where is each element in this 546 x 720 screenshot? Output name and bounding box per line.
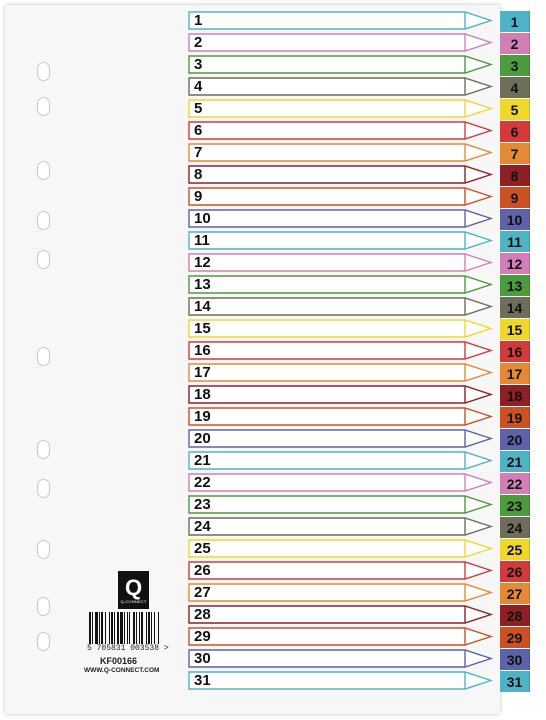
divider-label: 5 [194, 100, 203, 117]
side-tab[interactable]: 22 [500, 473, 530, 494]
divider-label: 13 [194, 276, 211, 293]
divider-row [188, 561, 492, 580]
punch-hole [37, 97, 50, 116]
divider-row [188, 55, 492, 74]
side-tab[interactable]: 9 [500, 187, 530, 208]
side-tab[interactable]: 11 [500, 231, 530, 252]
divider-label: 6 [194, 122, 203, 139]
divider-label: 25 [194, 540, 211, 557]
side-tab[interactable]: 21 [500, 451, 530, 472]
side-tab[interactable]: 7 [500, 143, 530, 164]
divider-row [188, 143, 492, 162]
divider-row [188, 231, 492, 250]
punch-hole [37, 597, 50, 616]
side-tab[interactable]: 5 [500, 99, 530, 120]
divider-row [188, 605, 492, 624]
side-tab[interactable]: 1 [500, 11, 530, 32]
divider-arrow-outline [188, 99, 492, 118]
barcode [87, 612, 182, 644]
divider-label: 27 [194, 584, 211, 601]
barcode-bar [89, 612, 91, 644]
barcode-digits: 5 705831 003538 > [87, 644, 169, 653]
divider-arrow-outline [188, 55, 492, 74]
side-tab[interactable]: 12 [500, 253, 530, 274]
divider-label: 24 [194, 518, 211, 535]
divider-row [188, 121, 492, 140]
divider-row [188, 451, 492, 470]
side-tab[interactable]: 19 [500, 407, 530, 428]
divider-arrow-outline [188, 209, 492, 228]
barcode-bar [117, 612, 119, 644]
divider-arrow-outline [188, 363, 492, 382]
product-code: KF00166 [100, 656, 138, 666]
divider-row [188, 429, 492, 448]
barcode-bar [120, 612, 123, 644]
barcode-bar [158, 612, 159, 644]
punch-hole [37, 62, 50, 81]
side-tab[interactable]: 2 [500, 33, 530, 54]
barcode-bar [151, 612, 152, 644]
divider-label: 14 [194, 298, 211, 315]
side-tab[interactable]: 3 [500, 55, 530, 76]
side-tab[interactable]: 4 [500, 77, 530, 98]
barcode-bar [139, 612, 140, 644]
side-tab[interactable]: 16 [500, 341, 530, 362]
divider-arrow-outline [188, 11, 492, 30]
divider-row [188, 77, 492, 96]
divider-row [188, 495, 492, 514]
divider-label: 2 [194, 34, 203, 51]
tab-strip [500, 5, 530, 714]
barcode-bar [105, 612, 106, 644]
divider-arrow-outline [188, 671, 492, 690]
divider-row [188, 33, 492, 52]
barcode-bar [92, 612, 93, 644]
barcode-bar [109, 612, 110, 644]
punch-hole [37, 540, 50, 559]
barcode-bar [129, 612, 130, 644]
divider-arrow-outline [188, 627, 492, 646]
divider-arrow-outline [188, 583, 492, 602]
side-tab[interactable]: 8 [500, 165, 530, 186]
side-tab[interactable]: 26 [500, 561, 530, 582]
divider-arrow-outline [188, 539, 492, 558]
barcode-bar [111, 612, 113, 644]
divider-arrow-outline [188, 319, 492, 338]
divider-label: 8 [194, 166, 203, 183]
divider-arrow-outline [188, 297, 492, 316]
logo-text: Q-CONNECT [120, 598, 147, 604]
divider-row [188, 319, 492, 338]
punch-hole [37, 161, 50, 180]
barcode-bar [133, 612, 135, 644]
divider-row [188, 407, 492, 426]
side-tab[interactable]: 15 [500, 319, 530, 340]
side-tab[interactable]: 25 [500, 539, 530, 560]
barcode-bar [127, 612, 128, 644]
divider-row [188, 627, 492, 646]
barcode-bar [114, 612, 115, 644]
side-tab[interactable]: 18 [500, 385, 530, 406]
divider-label: 21 [194, 452, 211, 469]
divider-row [188, 275, 492, 294]
divider-row [188, 583, 492, 602]
divider-arrow-outline [188, 385, 492, 404]
side-tab[interactable]: 29 [500, 627, 530, 648]
divider-row [188, 539, 492, 558]
divider-arrow-outline [188, 407, 492, 426]
divider-row [188, 11, 492, 30]
side-tab[interactable]: 13 [500, 275, 530, 296]
divider-label: 15 [194, 320, 211, 337]
punch-hole [37, 440, 50, 459]
divider-arrow-outline [188, 275, 492, 294]
divider-arrow-outline [188, 561, 492, 580]
divider-label: 4 [194, 78, 203, 95]
barcode-bar [124, 612, 125, 644]
divider-label: 1 [194, 12, 203, 29]
divider-row [188, 341, 492, 360]
divider-arrow-outline [188, 143, 492, 162]
divider-arrow-outline [188, 341, 492, 360]
punch-hole [37, 632, 50, 651]
divider-label: 23 [194, 496, 211, 513]
divider-label: 7 [194, 144, 203, 161]
divider-row [188, 165, 492, 184]
barcode-bar [101, 612, 103, 644]
divider-row [188, 517, 492, 536]
side-tab[interactable]: 6 [500, 121, 530, 142]
divider-arrow-outline [188, 451, 492, 470]
side-tab[interactable]: 27 [500, 583, 530, 604]
divider-arrow-outline [188, 253, 492, 272]
index-sheet [5, 5, 500, 714]
barcode-bar [141, 612, 143, 644]
divider-label: 10 [194, 210, 211, 227]
logo-letter: Q [124, 574, 143, 600]
divider-arrow-outline [188, 605, 492, 624]
divider-label: 22 [194, 474, 211, 491]
divider-label: 19 [194, 408, 211, 425]
barcode-bar [99, 612, 100, 644]
punch-hole [37, 479, 50, 498]
divider-row [188, 253, 492, 272]
website-url: WWW.Q-CONNECT.COM [84, 667, 160, 674]
divider-label: 9 [194, 188, 203, 205]
barcode-bar [154, 612, 155, 644]
divider-label: 18 [194, 386, 211, 403]
divider-row [188, 385, 492, 404]
punch-hole [37, 211, 50, 230]
divider-label: 17 [194, 364, 211, 381]
divider-label: 12 [194, 254, 211, 271]
divider-arrow-outline [188, 517, 492, 536]
divider-row [188, 209, 492, 228]
side-tab[interactable]: 20 [500, 429, 530, 450]
divider-label: 16 [194, 342, 211, 359]
barcode-bar [95, 612, 98, 644]
side-tab[interactable]: 31 [500, 671, 530, 692]
divider-arrow-outline [188, 473, 492, 492]
punch-hole [37, 250, 50, 269]
divider-label: 26 [194, 562, 211, 579]
divider-row [188, 363, 492, 382]
divider-arrow-outline [188, 187, 492, 206]
divider-label: 28 [194, 606, 211, 623]
divider-arrow-outline [188, 77, 492, 96]
divider-row [188, 473, 492, 492]
divider-label: 3 [194, 56, 203, 73]
divider-arrow-outline [188, 495, 492, 514]
barcode-bar [146, 612, 147, 644]
divider-row [188, 671, 492, 690]
divider-arrow-outline [188, 33, 492, 52]
barcode-bar [136, 612, 137, 644]
side-tab[interactable]: 24 [500, 517, 530, 538]
divider-label: 31 [194, 672, 211, 689]
barcode-bar [148, 612, 150, 644]
divider-arrow-outline [188, 231, 492, 250]
divider-arrow-outline [188, 429, 492, 448]
side-tab[interactable]: 28 [500, 605, 530, 626]
divider-label: 29 [194, 628, 211, 645]
divider-arrow-outline [188, 121, 492, 140]
divider-row [188, 297, 492, 316]
divider-label: 11 [194, 232, 210, 249]
divider-arrow-outline [188, 649, 492, 668]
side-tab[interactable]: 30 [500, 649, 530, 670]
side-tab[interactable]: 17 [500, 363, 530, 384]
divider-row [188, 649, 492, 668]
divider-label: 20 [194, 430, 211, 447]
side-tab[interactable]: 10 [500, 209, 530, 230]
divider-label: 30 [194, 650, 211, 667]
divider-row [188, 99, 492, 118]
side-tab[interactable]: 23 [500, 495, 530, 516]
divider-row [188, 187, 492, 206]
side-tab[interactable]: 14 [500, 297, 530, 318]
punch-hole [37, 347, 50, 366]
brand-logo [118, 571, 149, 609]
divider-arrow-outline [188, 165, 492, 184]
